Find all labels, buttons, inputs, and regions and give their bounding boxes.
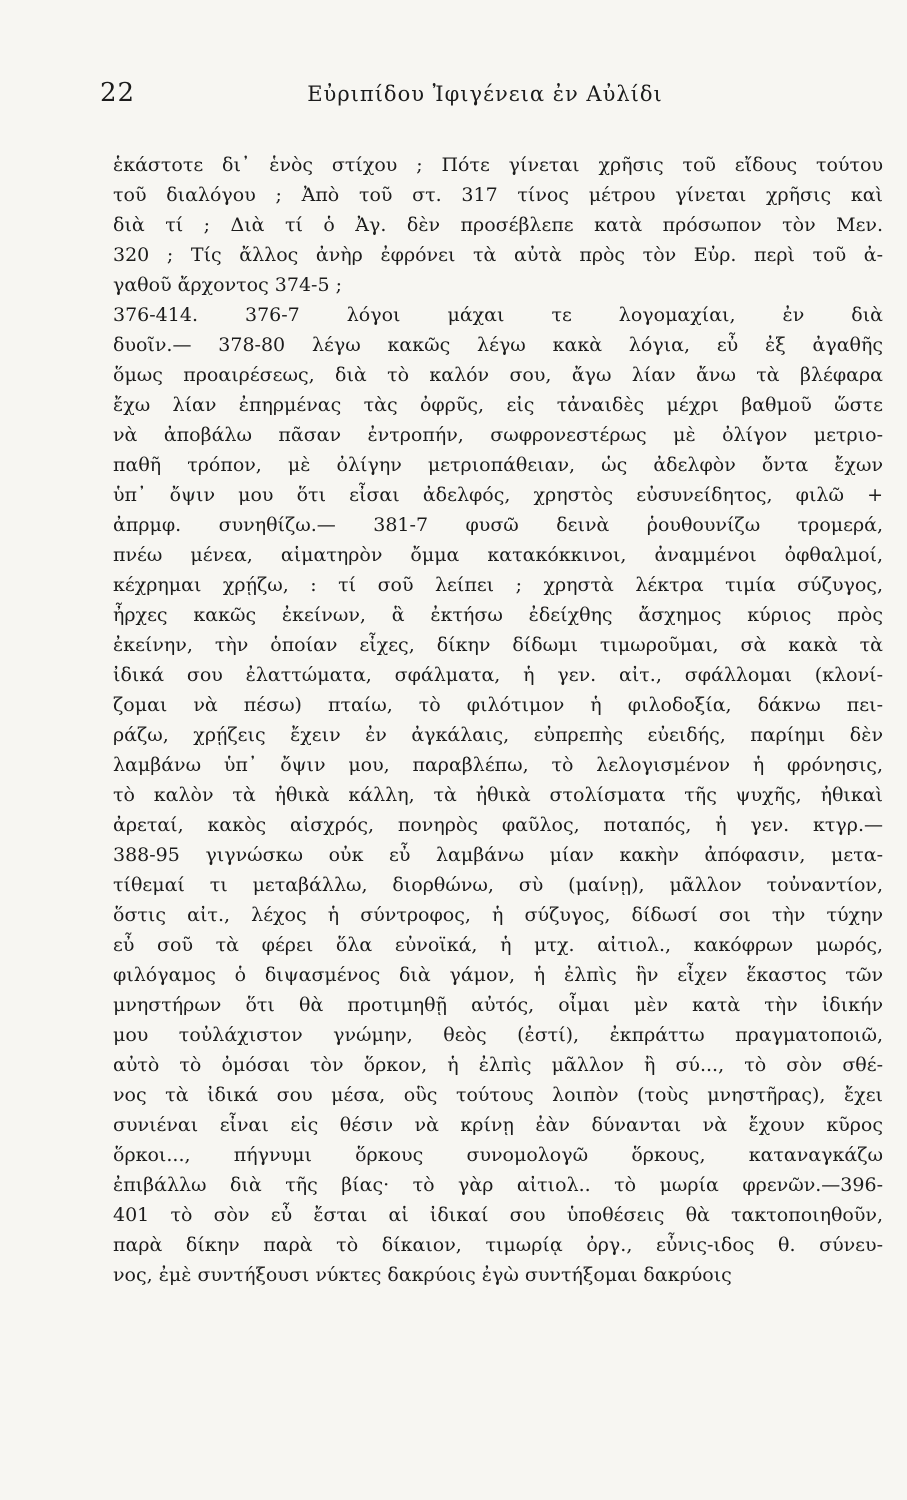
text-line: ὅμως προαιρέσεως, διὰ τὸ καλόν σου, ἄγω λίαν ἄνω τὰ βλέφαρα: [113, 364, 883, 386]
text-line: ἀπρμφ. συνηθίζω.— 381-7 φυσῶ δεινὰ ῥουθουνίζω τρομερά,: [113, 514, 883, 536]
text-line: δυοῖν.— 378-80 λέγω κακῶς λέγω κακὰ λόγια, εὖ ἐξ ἀγαθῆς: [113, 334, 883, 356]
text-line: ἑκάστοτε δι᾽ ἑνὸς στίχου ; Πότε γίνεται χρῆσις τοῦ εἴδους τούτου: [113, 154, 883, 176]
text-line: ἔχω λίαν ἐπηρμένας τὰς ὀφρῦς, εἰς τἀναιδὲς μέχρι βαθμοῦ ὥστε: [113, 394, 883, 416]
text-line: ζομαι νὰ πέσω) πταίω, τὸ φιλότιμον ἡ φιλοδοξία, δάκνω πει-: [113, 694, 883, 716]
text-line: ὅρκοι..., πήγνυμι ὅρκους συνομολογῶ ὅρκους, καταναγκάζω: [113, 1144, 883, 1166]
text-line: κέχρημαι χρῄζω, : τί σοῦ λείπει ; χρηστὰ λέκτρα τιμία σύζυγος,: [113, 574, 883, 596]
text-line: ὑπ᾽ ὄψιν μου ὅτι εἶσαι ἀδελφός, χρηστὸς εὐσυνείδητος, φιλῶ +: [113, 484, 883, 506]
running-title: Εὐριπίδου Ἰφιγένεια ἐν Αὐλίδι: [307, 82, 663, 106]
text-line: τίθεμαί τι μεταβάλλω, διορθώνω, σὺ (μαίνῃ), μᾶλλον τοὐναντίον,: [113, 874, 883, 896]
text-line: νὰ ἀποβάλω πᾶσαν ἐντροπήν, σωφρονεστέρως μὲ ὀλίγον μετριο-: [113, 424, 883, 446]
text-line: εὖ σοῦ τὰ φέρει ὅλα εὐνοϊκά, ἡ μτχ. αἰτιολ., κακόφρων μωρός,: [113, 934, 883, 956]
text-line: συνιέναι εἶναι εἰς θέσιν νὰ κρίνῃ ἐὰν δύνανται νὰ ἔχουν κῦρος: [113, 1114, 883, 1136]
text-line: ἐκείνην, τὴν ὁποίαν εἶχες, δίκην δίδωμι τιμωροῦμαι, σὰ κακὰ τὰ: [113, 634, 883, 656]
text-line: 388-95 γιγνώσκω οὐκ εὖ λαμβάνω μίαν κακὴν ἀπόφασιν, μετα-: [113, 844, 883, 866]
text-line: ἀρεταί, κακὸς αἰσχρός, πονηρὸς φαῦλος, ποταπός, ἡ γεν. κτγρ.—: [113, 814, 883, 836]
page-number: 22: [100, 78, 136, 108]
text-line: ράζω, χρῄζεις ἔχειν ἐν ἀγκάλαις, εὐπρεπὴς εὐειδής, παρίημι δὲν: [113, 724, 883, 746]
text-line: ἐπιβάλλω διὰ τῆς βίας· τὸ γὰρ αἰτιολ.. τὸ μωρία φρενῶν.—396-: [113, 1174, 883, 1196]
text-line: πνέω μένεα, αἱματηρὸν ὄμμα κατακόκκινοι, ἀναμμένοι ὀφθαλμοί,: [113, 544, 883, 566]
text-line: 401 τὸ σὸν εὖ ἔσται αἱ ἰδικαί σου ὑποθέσεις θὰ τακτοποιηθοῦν,: [113, 1204, 883, 1226]
text-line: τὸ καλὸν τὰ ἠθικὰ κάλλη, τὰ ἠθικὰ στολίσματα τῆς ψυχῆς, ἠθικαὶ: [113, 784, 883, 806]
text-line: 376-414. 376-7 λόγοι μάχαι τε λογομαχίαι, ἐν διὰ: [113, 304, 883, 326]
text-line: ὅστις αἰτ., λέχος ἡ σύντροφος, ἡ σύζυγος, δίδωσί σοι τὴν τύχην: [113, 904, 883, 926]
text-line: γαθοῦ ἄρχοντος 374-5 ;: [113, 274, 343, 296]
text-line: μου τοὐλάχιστον γνώμην, θεὸς (ἐστί), ἐκπράττω πραγματοποιῶ,: [113, 1024, 883, 1046]
page-header: [100, 78, 870, 118]
text-line: 320 ; Τίς ἄλλος ἀνὴρ ἐφρόνει τὰ αὐτὰ πρὸς τὸν Εὐρ. περὶ τοῦ ἀ-: [113, 244, 883, 266]
text-line: παθῆ τρόπον, μὲ ὀλίγην μετριοπάθειαν, ὡς ἀδελφὸν ὄντα ἔχων: [113, 454, 883, 476]
text-line: φιλόγαμος ὁ διψασμένος διὰ γάμον, ἡ ἐλπὶς ἣν εἶχεν ἕκαστος τῶν: [113, 964, 883, 986]
text-line: νος τὰ ἰδικά σου μέσα, οὓς τούτους λοιπὸν (τοὺς μνηστῆρας), ἔχει: [113, 1084, 883, 1106]
text-line: αὐτὸ τὸ ὀμόσαι τὸν ὅρκον, ἡ ἐλπὶς μᾶλλον ἢ σύ..., τὸ σὸν σθέ-: [113, 1054, 883, 1076]
text-line: τοῦ διαλόγου ; Ἀπὸ τοῦ στ. 317 τίνος μέτρου γίνεται χρῆσις καὶ: [113, 184, 883, 206]
text-line: ἰδικά σου ἐλαττώματα, σφάλματα, ἡ γεν. αἰτ., σφάλλομαι (κλονί-: [113, 664, 883, 686]
text-line: μνηστήρων ὅτι θὰ προτιμηθῇ αὐτός, οἶμαι μὲν κατὰ τὴν ἰδικήν: [113, 994, 883, 1016]
text-line: διὰ τί ; Διὰ τί ὁ Ἀγ. δὲν προσέβλεπε κατὰ πρόσωπον τὸν Μεν.: [113, 214, 883, 236]
text-line: ἦρχες κακῶς ἐκείνων, ἃ ἐκτήσω ἐδείχθης ἄσχημος κύριος πρὸς: [113, 604, 883, 626]
text-line: νος, ἐμὲ συντήξουσι νύκτες δακρύοις ἐγὼ συντήξομαι δακρύοις: [113, 1264, 732, 1286]
text-line: λαμβάνω ὑπ᾽ ὄψιν μου, παραβλέπω, τὸ λελογισμένον ἡ φρόνησις,: [113, 754, 883, 776]
text-line: παρὰ δίκην παρὰ τὸ δίκαιον, τιμωρίᾳ ὀργ., εὖνις-ιδος θ. σύνευ-: [113, 1234, 883, 1256]
commentary-text: [113, 150, 883, 1290]
